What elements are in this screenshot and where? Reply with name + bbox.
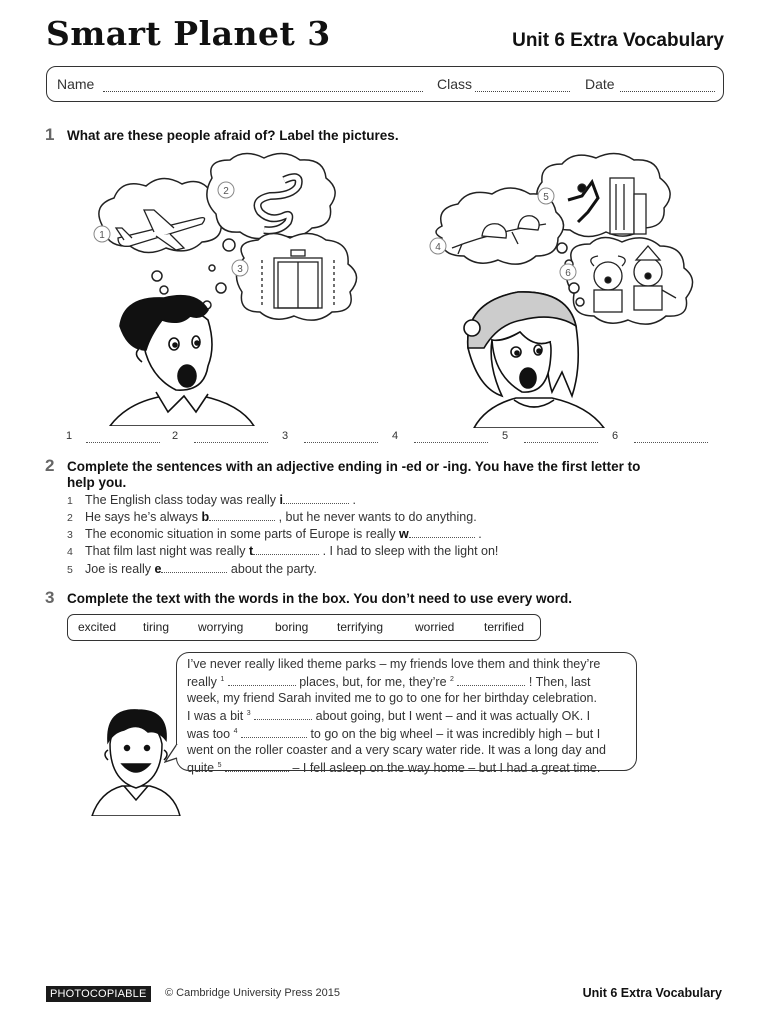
answer-blank[interactable] [161, 562, 227, 573]
exercise-3-question: Complete the text with the words in the box. You don’t need to use every word. [67, 591, 573, 606]
story-fragment: ! Then, last [528, 675, 591, 689]
sentence-5 [67, 561, 317, 578]
story-fragment: places, but, for me, they’re [299, 675, 447, 689]
story-fragment: I was a bit [187, 709, 244, 723]
exercise-2-question-line-1: Complete the sentences with an adjective ending in -ed or -ing. You have the first letter to [67, 459, 641, 474]
answer-blank-4[interactable] [414, 442, 488, 443]
answer-label-5: 5 [502, 430, 509, 442]
date-field[interactable] [620, 91, 715, 92]
woman-afraid-illustration [422, 152, 704, 428]
story-fragment: about going, but I went – and it was actually OK. I [315, 709, 591, 723]
first-letter: w [399, 527, 409, 541]
story-line-1: I’ve never really liked theme parks – my friends love them and think they’re [187, 657, 601, 671]
answer-blank-2[interactable] [194, 442, 268, 443]
worksheet-title: Smart Planet 3 [46, 14, 331, 53]
story-text [187, 656, 627, 776]
speech-bubble-tail [164, 744, 180, 766]
sentence-text: about the party. [227, 562, 317, 576]
sentence-3 [67, 526, 482, 543]
sentence-number: 3 [67, 529, 73, 541]
exercise-1-number: 1 [45, 125, 55, 144]
answer-label-6: 6 [612, 430, 619, 442]
sentence-text: The English class today was really [85, 493, 280, 507]
gap-number-1: 1 [220, 676, 225, 683]
first-letter: e [154, 562, 162, 576]
sentence-text: . [474, 527, 482, 541]
name-field[interactable] [103, 91, 423, 92]
thought-cloud-1 [99, 178, 224, 252]
word-worrying: worrying [198, 620, 244, 634]
copyright-notice: © Cambridge University Press 2015 [165, 987, 341, 999]
unit-title: Unit 6 Extra Vocabulary [512, 30, 724, 51]
story-blank-2[interactable] [457, 676, 525, 686]
answer-blank-1[interactable] [86, 442, 160, 443]
gap-number-3: 3 [246, 710, 251, 717]
story-line-6: went on the roller coaster and a very scary water ride. It was a long day and [187, 743, 606, 757]
story-fragment: was too [187, 727, 231, 741]
story-fragment: quite [187, 761, 215, 775]
answer-blank[interactable] [409, 527, 475, 538]
thought-cloud-6 [566, 237, 692, 324]
answer-label-2: 2 [172, 430, 179, 442]
word-tiring: tiring [143, 620, 170, 634]
story-blank-3[interactable] [254, 710, 312, 720]
man-afraid-illustration [84, 150, 366, 426]
sentence-text: That film last night was really [85, 544, 249, 558]
word-worried: worried [415, 620, 455, 634]
answer-blank[interactable] [283, 493, 349, 504]
word-boring: boring [275, 620, 309, 634]
footer-unit-title: Unit 6 Extra Vocabulary [582, 986, 722, 1000]
answer-blank-6[interactable] [634, 442, 708, 443]
exercise-3-number: 3 [45, 588, 55, 607]
sentence-number: 5 [67, 564, 73, 576]
sentence-4 [67, 543, 498, 560]
word-box [67, 614, 541, 641]
sentence-text: He says he’s always [85, 510, 202, 524]
story-fragment: to go on the big wheel – it was incredibly high – but I [310, 727, 601, 741]
sentence-number: 1 [67, 495, 73, 507]
word-excited: excited [78, 620, 117, 634]
picture-number-1: 1 [99, 230, 105, 241]
class-field[interactable] [475, 91, 570, 92]
sentence-text: Joe is really [85, 562, 155, 576]
story-fragment: really [187, 675, 217, 689]
answer-blank[interactable] [209, 510, 275, 521]
picture-number-4: 4 [435, 242, 441, 253]
class-label: Class [437, 76, 473, 92]
sentence-text: The economic situation in some parts of Europe is really [85, 527, 400, 541]
student-info-box [46, 66, 724, 102]
photocopiable-badge: PHOTOCOPIABLE [46, 986, 151, 1002]
sentence-number: 4 [67, 546, 73, 558]
exercise-1-answer-row [66, 430, 716, 446]
word-terrifying: terrifying [337, 620, 384, 634]
sentence-text: . I had to sleep with the light on! [319, 544, 499, 558]
date-label: Date [585, 76, 615, 92]
story-line-2 [187, 672, 627, 690]
picture-number-5: 5 [543, 192, 549, 203]
answer-label-4: 4 [392, 430, 399, 442]
first-letter: i [279, 493, 284, 507]
story-blank-1[interactable] [228, 676, 296, 686]
story-fragment: – I fell asleep on the way home – but I had a great time. [292, 761, 601, 775]
gap-number-2: 2 [450, 676, 454, 683]
sentence-text: , but he never wants to do anything. [275, 510, 477, 524]
picture-number-3: 3 [237, 264, 243, 275]
answer-label-3: 3 [282, 430, 289, 442]
answer-label-1: 1 [66, 430, 73, 442]
exercise-1-question: What are these people afraid of? Label the pictures. [67, 128, 399, 143]
exercise-2-question-line-2: help you. [67, 475, 127, 490]
picture-number-2: 2 [223, 186, 229, 197]
sentence-number: 2 [67, 512, 73, 524]
exercise-2-number: 2 [45, 456, 55, 475]
story-line-3: week, my friend Sarah invited me to go to one for her birthday celebration. [187, 691, 597, 705]
name-label: Name [57, 76, 95, 92]
story-line-5 [187, 724, 627, 742]
scared-man [110, 296, 254, 426]
answer-blank[interactable] [253, 544, 319, 555]
answer-blank-3[interactable] [304, 442, 378, 443]
first-letter: t [248, 544, 254, 558]
gap-number-5: 5 [217, 762, 222, 769]
story-blank-4[interactable] [241, 728, 307, 738]
story-line-7 [187, 758, 627, 776]
first-letter: b [201, 510, 210, 524]
story-line-4 [187, 706, 627, 724]
word-terrified: terrified [484, 620, 525, 634]
sentence-1 [67, 492, 356, 509]
answer-blank-5[interactable] [524, 442, 598, 443]
gap-number-4: 4 [233, 728, 238, 735]
sentence-2 [67, 509, 477, 526]
story-blank-5[interactable] [225, 762, 289, 772]
sentence-text: . [349, 493, 356, 507]
picture-number-6: 6 [565, 268, 571, 279]
